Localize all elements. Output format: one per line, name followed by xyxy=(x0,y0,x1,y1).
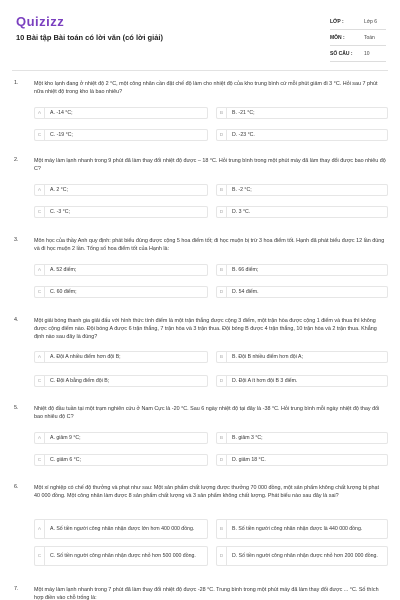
option-text: C. 60 điểm; xyxy=(50,288,77,295)
option-d[interactable] xyxy=(216,375,388,387)
option-b[interactable] xyxy=(216,107,388,119)
option-letter: A xyxy=(35,433,45,443)
option-letter: C xyxy=(35,455,45,465)
option-letter: A xyxy=(35,108,45,118)
document-header xyxy=(0,0,400,64)
option-text: A. -14 °C; xyxy=(50,109,73,116)
option-letter: D xyxy=(217,287,227,297)
option-text: C. giảm 6 °C; xyxy=(50,456,81,463)
option-text: B. Đội B nhiều điểm hơn đội A; xyxy=(232,353,303,360)
question-text: Môn học của thầy Anh quy định: phát biểu đúng được cộng 5 hoa điểm tốt; đi học muộn bị trừ 3 hoa điểm tốt. Hạnh đã phát biểu được 12 lần đúng và đi học muộn 2 lần. Tổng số hoa điểm tốt của Hạnh là: xyxy=(34,238,385,252)
option-d[interactable] xyxy=(216,546,388,566)
option-letter: A xyxy=(35,520,45,538)
option-c[interactable] xyxy=(34,546,208,566)
option-b[interactable] xyxy=(216,432,388,444)
option-d[interactable] xyxy=(216,286,388,298)
option-text: B. giảm 3 °C; xyxy=(232,434,263,441)
option-letter: B xyxy=(217,108,227,118)
meta-row-subject xyxy=(330,30,386,46)
question-number: 4. xyxy=(14,317,19,323)
option-letter: B xyxy=(217,352,227,362)
option-text: A. 52 điểm; xyxy=(50,266,77,273)
meta-value: Lớp 6 xyxy=(364,18,378,25)
option-letter: D xyxy=(217,547,227,565)
meta-row-grade xyxy=(330,14,386,30)
question-text: Một xí nghiệp có chế độ thưởng và phạt như sau: Một sản phẩm chất lượng được thưởng 70 000 đồng, một sản phẩm không chất lượng bị phạt 40 000 đồng. Một công nhân làm được 8 sản phẩm chất lượng và 3 sản phẩm không chất lượng. Phát biểu nào sau đây là sai? xyxy=(34,485,380,499)
meta-table xyxy=(330,14,386,62)
question-number: 1. xyxy=(14,80,19,86)
option-letter: B xyxy=(217,520,227,538)
question-text: Một kho lạnh đang ở nhiệt độ 2 °C, một công nhân cần đặt chế độ làm cho nhiệt độ của kho trung bình cứ mỗi phút giảm đi 3 °C. Hỏi sau 7 phút nữa nhiệt độ trong kho là bao nhiêu? xyxy=(34,81,378,95)
option-d[interactable] xyxy=(216,454,388,466)
option-a[interactable] xyxy=(34,351,208,363)
option-text: C. -3 °C; xyxy=(50,208,70,215)
option-b[interactable] xyxy=(216,351,388,363)
option-text: D. Số tiền người công nhân nhận được nhỏ hơn 200 000 đồng. xyxy=(232,552,378,559)
option-a[interactable] xyxy=(34,264,208,276)
option-letter: D xyxy=(217,376,227,386)
option-b[interactable] xyxy=(216,184,388,196)
option-text: B. Số tiền người công nhân nhận được là 440 000 đồng. xyxy=(232,525,363,532)
option-a[interactable] xyxy=(34,519,208,539)
option-text: C. -19 °C; xyxy=(50,131,73,138)
meta-value: Toán xyxy=(364,34,375,41)
question-text: Nhiệt độ đầu tuần tại một trạm nghiên cứu ở Nam Cực là -20 °C. Sau 6 ngày nhiệt độ tại đây là -38 °C. Hỏi trung bình mỗi ngày nhiệt độ thay đổi bao nhiêu độ C? xyxy=(34,406,380,420)
option-letter: B xyxy=(217,185,227,195)
option-text: D. giảm 18 °C. xyxy=(232,456,266,463)
option-letter: C xyxy=(35,287,45,297)
option-text: B. -21 °C; xyxy=(232,109,255,116)
option-letter: C xyxy=(35,376,45,386)
question-number: 6. xyxy=(14,484,19,490)
option-d[interactable] xyxy=(216,206,388,218)
option-text: D. Đội A ít hơn đội B 3 điểm. xyxy=(232,377,298,384)
option-text: C. Đội A bằng điểm đội B; xyxy=(50,377,110,384)
option-letter: A xyxy=(35,185,45,195)
option-text: D. 3 °C. xyxy=(232,208,251,215)
option-text: A. Số tiền người công nhân nhận được lớn hơn 400 000 đồng. xyxy=(50,525,195,532)
option-text: B. -2 °C; xyxy=(232,186,252,193)
question-number: 7. xyxy=(14,586,19,592)
option-letter: B xyxy=(217,265,227,275)
option-a[interactable] xyxy=(34,184,208,196)
option-letter: D xyxy=(217,130,227,140)
question-number: 3. xyxy=(14,237,19,243)
option-text: C. Số tiền người công nhân nhận được nhỏ hơn 500 000 đồng. xyxy=(50,552,196,559)
option-letter: D xyxy=(217,207,227,217)
option-letter: B xyxy=(217,433,227,443)
option-a[interactable] xyxy=(34,432,208,444)
option-c[interactable] xyxy=(34,454,208,466)
option-letter: C xyxy=(35,547,45,565)
option-c[interactable] xyxy=(34,129,208,141)
meta-row-count xyxy=(330,46,386,62)
option-text: A. giảm 9 °C; xyxy=(50,434,81,441)
option-letter: C xyxy=(35,130,45,140)
question-number: 5. xyxy=(14,405,19,411)
meta-label: LỚP : xyxy=(330,18,344,25)
option-b[interactable] xyxy=(216,264,388,276)
option-text: D. 54 điểm. xyxy=(232,288,259,295)
option-b[interactable] xyxy=(216,519,388,539)
option-text: D. -23 °C. xyxy=(232,131,255,138)
page-title: 10 Bài tập Bài toán có lời văn (có lời giải) xyxy=(16,33,163,42)
option-text: B. 66 điểm; xyxy=(232,266,259,273)
meta-value: 10 xyxy=(364,50,370,57)
quizizz-logo: Quizizz xyxy=(16,14,65,29)
option-text: A. Đội A nhiều điểm hơn đội B; xyxy=(50,353,121,360)
option-d[interactable] xyxy=(216,129,388,141)
option-c[interactable] xyxy=(34,375,208,387)
option-c[interactable] xyxy=(34,206,208,218)
question-text: Một máy làm lạnh nhanh trong 7 phút đã làm thay đổi nhiệt độ được -28 °C. Trung bình trong một phút máy đã làm thay đổi được ... °C. Số thích hợp điền vào chỗ trống là: xyxy=(34,587,379,600)
meta-label: MÔN : xyxy=(330,34,345,41)
question-text: Một máy làm lạnh nhanh trong 9 phút đã làm thay đổi nhiệt độ được – 18 °C. Hỏi trung bình trong một phút máy đã làm thay đổi được bao nhiêu độ C? xyxy=(34,158,386,172)
option-letter: A xyxy=(35,265,45,275)
header-divider xyxy=(12,70,388,71)
option-a[interactable] xyxy=(34,107,208,119)
option-letter: A xyxy=(35,352,45,362)
option-text: A. 2 °C; xyxy=(50,186,68,193)
option-letter: D xyxy=(217,455,227,465)
meta-label: SỐ CÂU : xyxy=(330,50,353,57)
question-text: Một giải bóng thanh gia giải đấu với hình thức tính điểm là một trận thắng được cộng 3 điểm, một trận hòa được cộng 1 điểm và thua thì không được cộng điểm nào. Đội bóng A được 6 trận thắng, 7 trận hòa và 3 trận thua. Đội bóng B được 4 trận thắng, 10 trận hòa và 2 trận thua. Khẳng định nào sau đây là đúng? xyxy=(34,318,377,340)
option-letter: C xyxy=(35,207,45,217)
question-number: 2. xyxy=(14,157,19,163)
option-c[interactable] xyxy=(34,286,208,298)
